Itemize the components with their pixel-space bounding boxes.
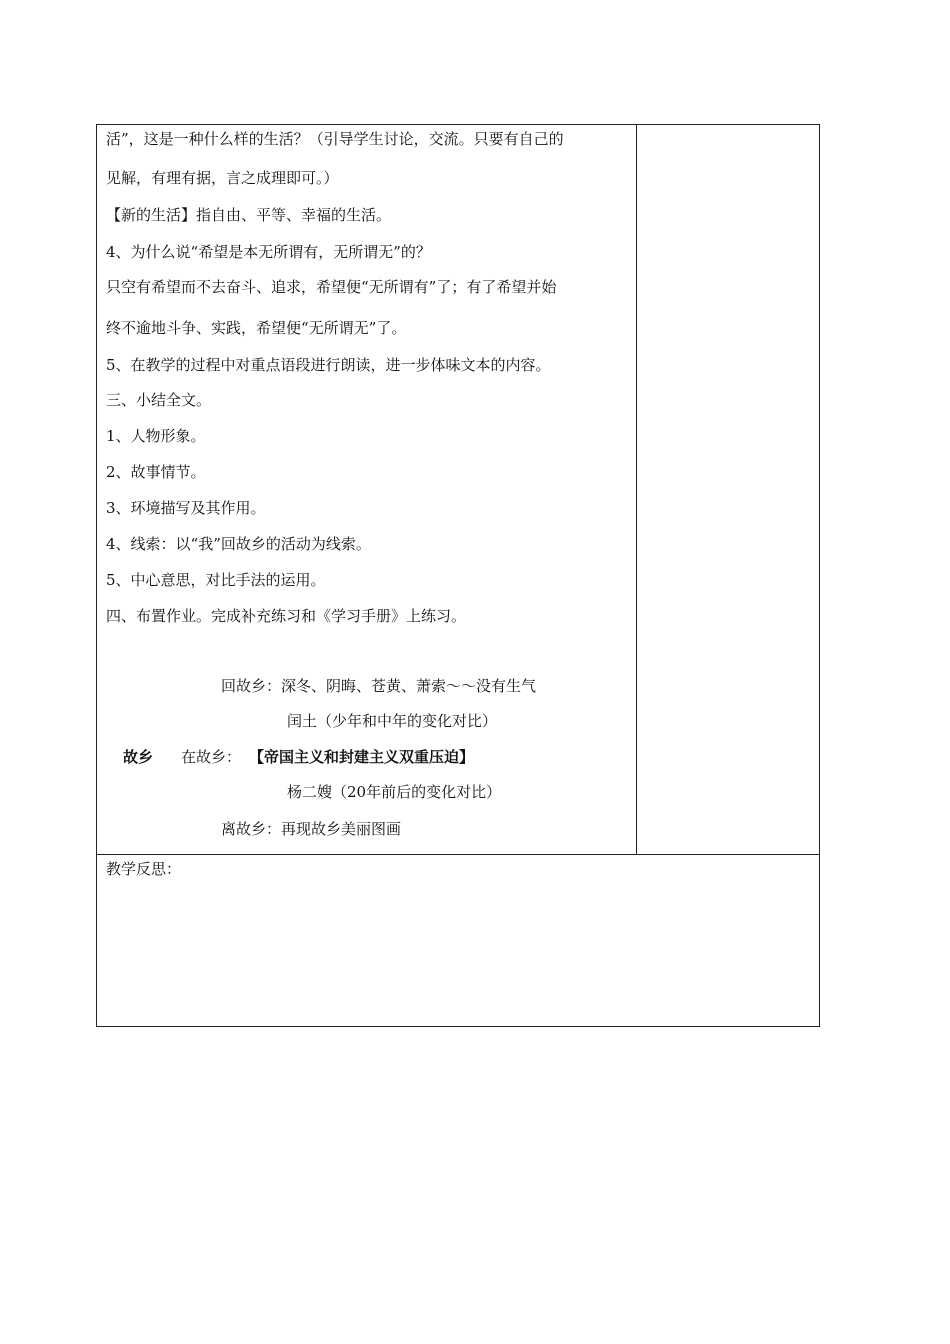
lesson-table (96, 124, 820, 1027)
diagram-at-home-label: 在故乡： (181, 748, 242, 766)
reflection-label: 教学反思： (106, 860, 182, 878)
text-line: 只空有希望而不去奋斗、追求，希望便“无所谓有”了；有了希望并始 (106, 278, 557, 296)
text-line: 4、为什么说“希望是本无所谓有，无所谓无”的？ (106, 243, 431, 261)
diagram-title: 故乡 (123, 748, 154, 766)
section-heading: 四、布置作业。完成补充练习和《学习手册》上练习。 (106, 607, 467, 625)
list-item: 1、人物形象。 (106, 427, 206, 445)
text-line: 【新的生活】指自由、平等、幸福的生活。 (106, 206, 392, 224)
text-line: 见解，有理有据，言之成理即可。） (106, 169, 339, 187)
notes-cell (637, 125, 819, 854)
text-line: 终不逾地斗争、实践，希望便“无所谓无”了。 (106, 319, 407, 337)
list-item: 5、中心意思，对比手法的运用。 (106, 571, 326, 589)
reflection-cell (97, 854, 819, 1027)
diagram-return-home: 回故乡：深冬、阴晦、苍黄、萧索～～没有生气 (221, 677, 537, 695)
text-line: 活”，这是一种什么样的生活？（引导学生讨论，交流。只要有自己的 (106, 130, 564, 148)
text-line: 5、在教学的过程中对重点语段进行朗读，进一步体味文本的内容。 (106, 356, 551, 374)
diagram-yang-ersao: 杨二嫂（20年前后的变化对比） (287, 783, 502, 801)
diagram-leave-home: 离故乡：再现故乡美丽图画 (221, 820, 402, 838)
section-heading: 三、小结全文。 (106, 391, 212, 409)
list-item: 3、环境描写及其作用。 (106, 499, 266, 517)
diagram-oppression: 【帝国主义和封建主义双重压迫】 (249, 748, 475, 766)
list-item: 4、线索：以“我”回故乡的活动为线索。 (106, 535, 371, 553)
diagram-runtu: 闰土（少年和中年的变化对比） (287, 712, 498, 730)
lesson-content-cell (97, 125, 637, 854)
list-item: 2、故事情节。 (106, 463, 206, 481)
